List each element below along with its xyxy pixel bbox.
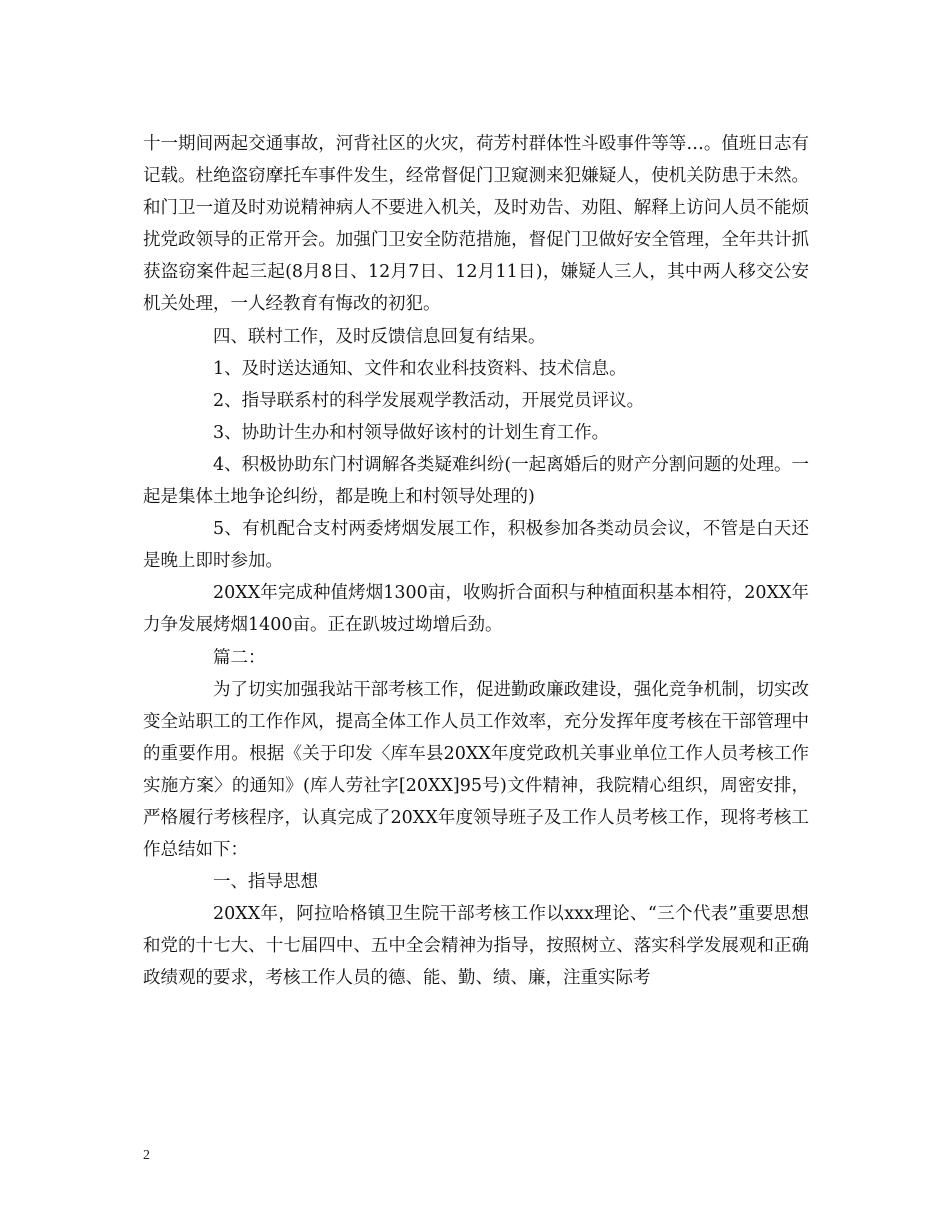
paragraph-5: 3、协助计生办和村领导做好该村的计划生育工作。 bbox=[213, 422, 610, 443]
document-body bbox=[143, 128, 809, 995]
paragraph-4: 2、指导联系村的科学发展观学教活动，开展党员评议。 bbox=[213, 390, 645, 411]
paragraph-12: 20XX年，阿拉哈格镇卫生院干部考核工作以xxx理论、“三个代表”重要思想和党的十七大、十七届四中、五中全会精神为指导，按照树立、落实科学发展观和正确政绩观的要求，考核工作人员的德、能、勤、绩、廉，注重实际考 bbox=[143, 904, 809, 989]
section-heading-part-two: 篇二： bbox=[213, 647, 266, 668]
paragraph-6: 4、积极协助东门村调解各类疑难纠纷(一起离婚后的财产分割问题的处理。一起是集体土地争论纠纷，都是晚上和村领导处理的) bbox=[143, 454, 809, 508]
page-number: 2 bbox=[143, 1148, 150, 1163]
paragraph-8: 20XX年完成种值烤烟1300亩，收购折合面积与种植面积基本相符，20XX年力争发展烤烟1400亩。正在趴坡过坳增后劲。 bbox=[143, 583, 809, 636]
section-heading-guiding-ideology: 一、指导思想 bbox=[213, 872, 318, 893]
paragraph-7: 5、有机配合支村两委烤烟发展工作，积极参加各类动员会议，不管是白天还是晚上即时参加。 bbox=[143, 519, 809, 572]
paragraph-1: 十一期间两起交通事故，河背社区的火灾，荷芳村群体性斗殴事件等等…。值班日志有记载。杜绝盗窃摩托车事件发生，经常督促门卫窥测来犯嫌疑人，使机关防患于未然。和门卫一道及时劝说精神病人不要进入机关，及时劝告、劝阻、解释上访问人员不能烦扰党政领导的正常开会。加强门卫安全防范措施，督促门卫做好安全管理，全年共计抓获盗窃案件起三起(8月8日、12月7日、12月11日)，嫌疑人三人，其中两人移交公安机关处理，一人经教育有悔改的初犯。 bbox=[143, 134, 809, 315]
paragraph-2: 四、联村工作，及时反馈信息回复有结果。 bbox=[213, 326, 546, 347]
paragraph-10: 为了切实加强我站干部考核工作，促进勤政廉政建设，强化竞争机制，切实改变全站职工的工作作风，提高全体工作人员工作效率，充分发挥年度考核在干部管理中的重要作用。根据《关于印发〈库车县20XX年度党政机关事业单位工作人员考核工作实施方案〉的通知》(库人劳社字[20XX]95号)文件精神，我院精心组织，周密安排，严格履行考核程序，认真完成了20XX年度领导班子及工作人员考核工作，现将考核工作总结如下： bbox=[143, 679, 809, 861]
paragraph-3: 1、及时送达通知、文件和农业科技资料、技术信息。 bbox=[213, 358, 627, 379]
